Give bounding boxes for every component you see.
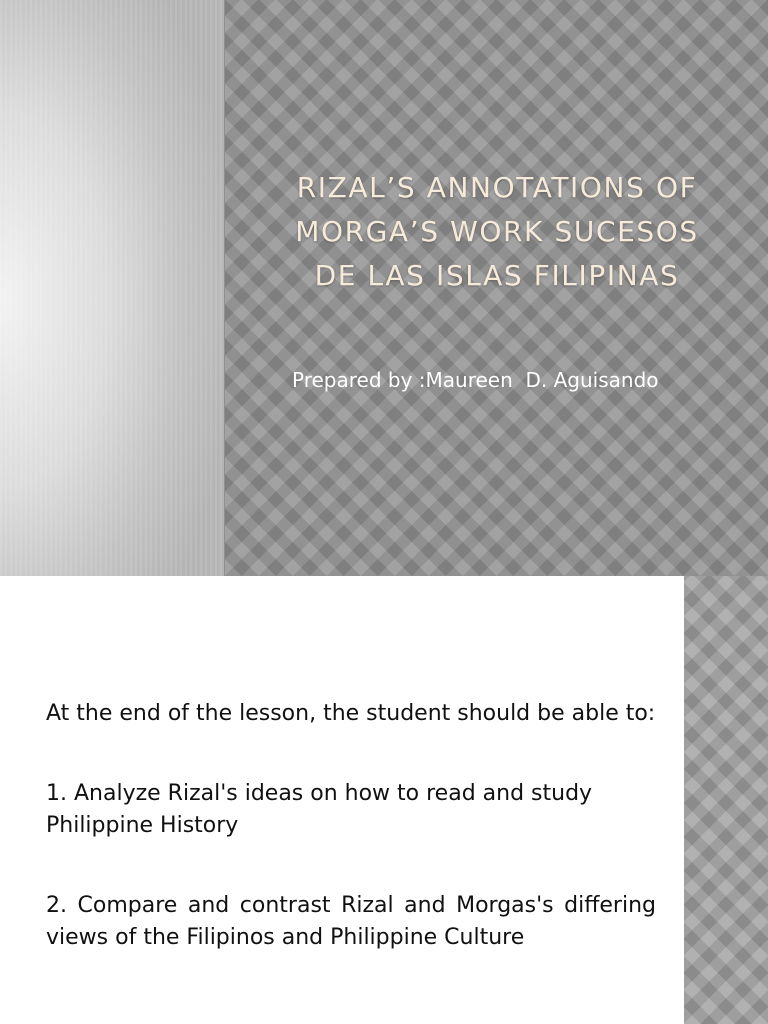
decorative-right-strip xyxy=(684,576,768,1024)
objective-item-2: 2. Compare and contrast Rizal and Morgas's differing views of the Filipinos and Philippine Culture xyxy=(46,893,656,950)
slide-title: RIZAL’S ANNOTATIONS OF MORGA’S WORK SUCESOS DE LAS ISLAS FILIPINAS xyxy=(295,171,699,292)
decorative-left-panel xyxy=(0,0,225,576)
objectives-slide xyxy=(0,576,768,1024)
objectives-content xyxy=(46,698,656,1002)
objectives-intro: At the end of the lesson, the student should be able to: xyxy=(46,701,656,726)
objective-item-1: 1. Analyze Rizal's ideas on how to read and study Philippine History xyxy=(46,781,593,838)
slide-subtitle: Prepared by :Maureen D. Aguisando xyxy=(292,368,659,392)
